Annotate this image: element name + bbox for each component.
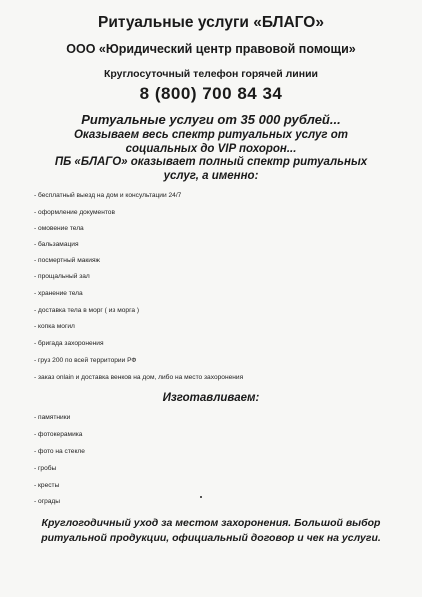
- list-item: - гробы: [34, 465, 57, 472]
- list-item: - бальзамация: [34, 241, 79, 248]
- list-item: - бригада захоронения: [34, 340, 104, 347]
- list-item: - ограды: [34, 498, 61, 505]
- list-item: - прощальный зал: [34, 273, 90, 280]
- manufacture-heading: Изготавливаем:: [162, 392, 260, 404]
- footer-line-1: Круглогодичный уход за местом захоронения. Большой выбор: [41, 517, 381, 529]
- promo-description: [0, 128, 422, 156]
- list-item: - фото на стекле: [34, 448, 85, 455]
- list-item: - памятники: [34, 414, 71, 421]
- list-item: - груз 200 по всей территории РФ: [34, 357, 137, 364]
- list-item: - оформление документов: [34, 209, 115, 216]
- promo-line-5: услуг, а именно:: [163, 170, 259, 182]
- promo-line-3: социальных до VIP похорон...: [125, 143, 297, 155]
- promo-intro: [0, 155, 422, 183]
- list-item: - бесплатный выезд на дом и консультации 24/7: [34, 192, 182, 199]
- hotline-label: Круглосуточный телефон горячей линии: [104, 68, 318, 80]
- list-item: - омовение тела: [34, 225, 84, 232]
- list-item: - заказ onlain и доставка венков на дом, либо на место захоронения: [34, 374, 244, 381]
- phone-number: 8 (800) 700 84 34: [139, 84, 283, 103]
- promo-line-2: Оказываем весь спектр ритуальных услуг от: [73, 129, 349, 141]
- promo-line-4: ПБ «БЛАГО» оказывает полный спектр ритуальных: [54, 156, 368, 168]
- list-item: - кресты: [34, 482, 60, 489]
- list-item: - копка могил: [34, 323, 75, 330]
- list-item: - доставка тела в морг ( из морга ): [34, 307, 140, 314]
- footer-line-2: ритуальной продукции, официальный договор и чек на услуги.: [41, 532, 381, 544]
- footer-note: [0, 516, 422, 546]
- price-line: Ритуальные услуги от 35 000 рублей...: [81, 112, 341, 127]
- list-item: - фотокерамика: [34, 431, 83, 438]
- organization-name: ООО «Юридический центр правовой помощи»: [66, 42, 356, 56]
- page-title: Ритуальные услуги «БЛАГО»: [98, 14, 324, 31]
- list-item: - посмертный макияж: [34, 257, 100, 264]
- scan-speck: [200, 496, 202, 498]
- list-item: - хранение тела: [34, 290, 83, 297]
